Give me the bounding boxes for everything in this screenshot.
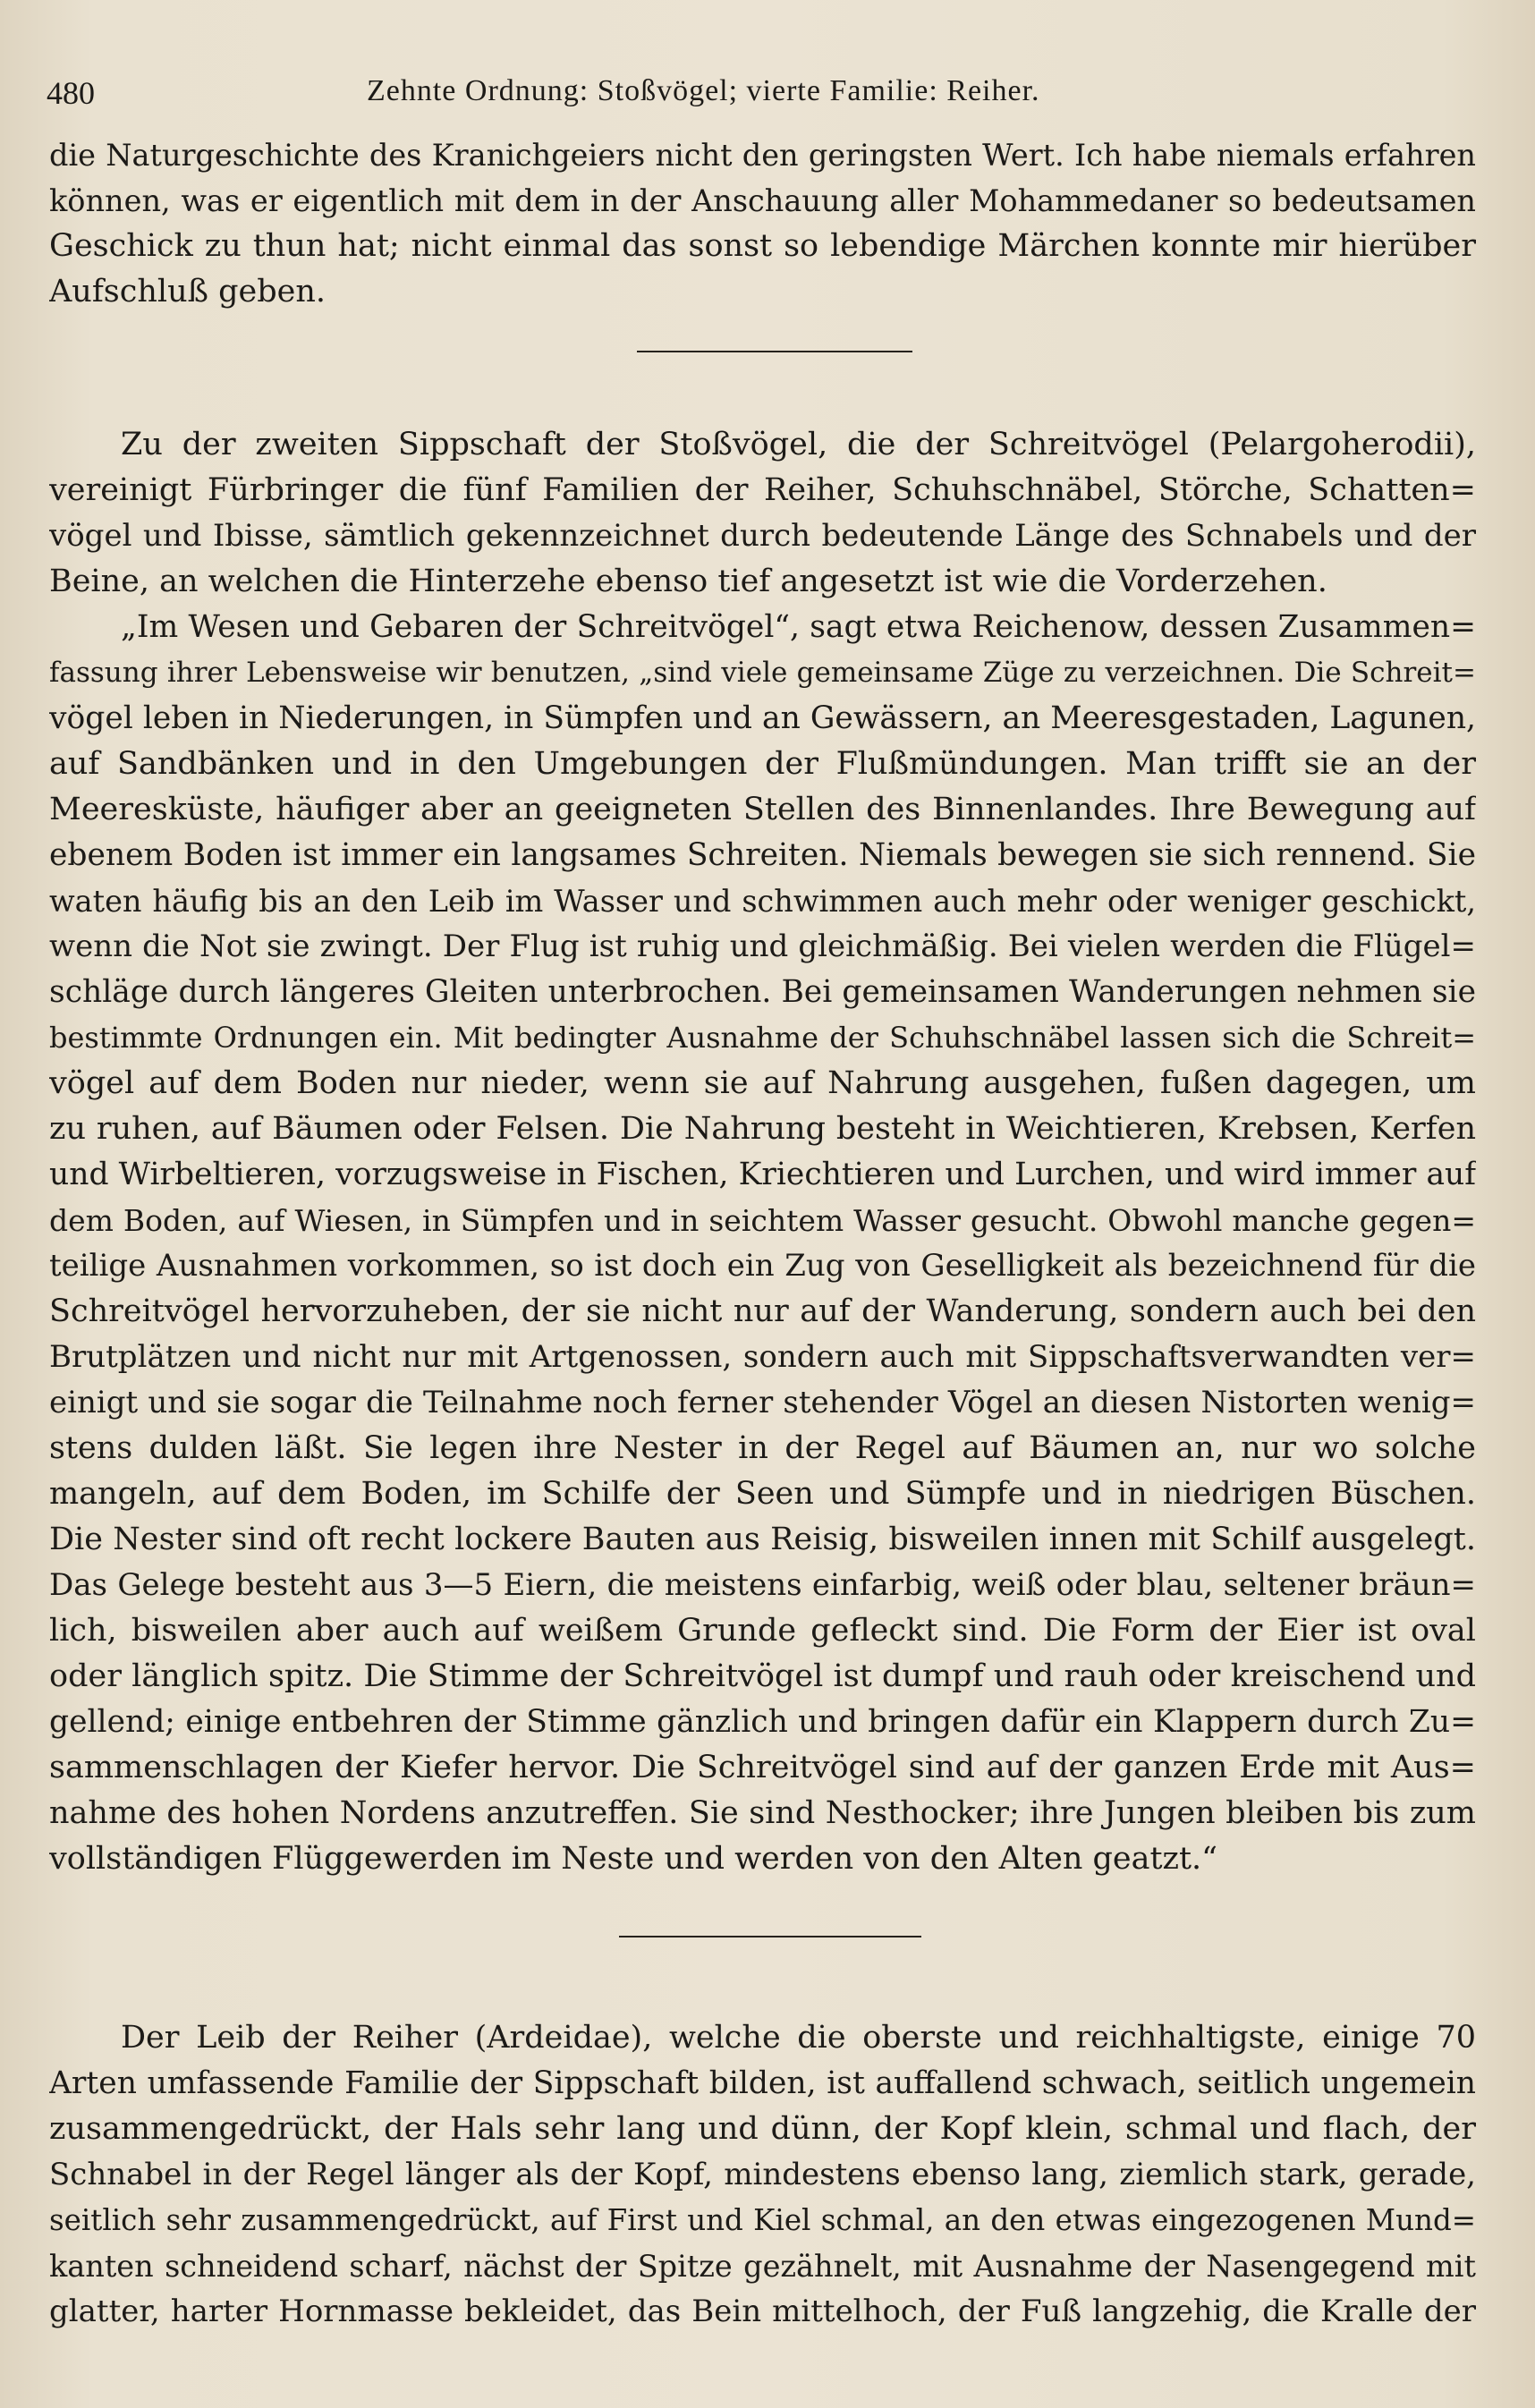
- text-line: dem Boden, auf Wiesen, in Sümpfen und in seichtem Wasser gesucht. Obwohl manche gegen=: [49, 1203, 1476, 1238]
- paragraph-kranichgeier-end: [49, 132, 1476, 315]
- text-line: sammenschlagen der Kiefer hervor. Die Schreitvögel sind auf der ganzen Erde mit Aus=: [49, 1750, 1476, 1785]
- text-line: vögel und Ibisse, sämtlich gekennzeichnet durch bedeutende Länge des Schnabels und der: [49, 518, 1476, 554]
- text-line: oder länglich spitz. Die Stimme der Schreitvögel ist dumpf und rauh oder kreischend und: [49, 1658, 1476, 1694]
- text-line: ebenem Boden ist immer ein langsames Schreiten. Niemals bewegen sie sich rennend. Sie: [49, 837, 1476, 873]
- paragraph-schreitvoegel-intro: [49, 422, 1476, 605]
- text-line: vögel auf dem Boden nur nieder, wenn sie auf Nahrung ausgehen, fußen dagegen, um: [49, 1065, 1476, 1101]
- text-line: und Wirbeltieren, vorzugsweise in Fischen, Kriechtieren und Lurchen, und wird immer auf: [49, 1157, 1476, 1192]
- section-divider: [637, 351, 912, 352]
- text-line: Beine, an welchen die Hinterzehe ebenso tief angesetzt ist wie die Vorderzehen.: [49, 564, 1327, 599]
- text-line: „Im Wesen und Gebaren der Schreitvögel“, sagt etwa Reichenow, dessen Zusammen=: [121, 609, 1476, 645]
- text-line: vereinigt Fürbringer die fünf Familien der Reiher, Schuhschnäbel, Störche, Schatten=: [49, 472, 1476, 508]
- text-line: Arten umfassende Familie der Sippschaft bilden, ist auffallend schwach, seitlich ungemein: [49, 2065, 1476, 2101]
- paragraph-reichenow-quote: [49, 605, 1476, 1882]
- text-line: fassung ihrer Lebensweise wir benutzen, „sind viele gemeinsame Züge zu verzeichnen. Die Schreit=: [49, 657, 1476, 689]
- text-line: zusammengedrückt, der Hals sehr lang und dünn, der Kopf klein, schmal und flach, der: [49, 2111, 1476, 2147]
- section-divider: [619, 1936, 921, 1937]
- text-line: schläge durch längeres Gleiten unterbrochen. Bei gemeinsamen Wanderungen nehmen sie: [49, 974, 1476, 1010]
- text-line: kanten schneidend scharf, nächst der Spitze gezähnelt, mit Ausnahme der Nasengegend mit: [49, 2249, 1476, 2284]
- text-line: Die Nester sind oft recht lockere Bauten aus Reisig, bisweilen innen mit Schilf ausgelegt.: [49, 1522, 1476, 1557]
- text-line: Aufschluß geben.: [49, 274, 327, 309]
- text-line: vollständigen Flüggewerden im Neste und werden von den Alten geatzt.“: [49, 1841, 1218, 1877]
- text-line: teilige Ausnahmen vorkommen, so ist doch ein Zug von Geselligkeit als bezeichnend für die: [49, 1248, 1476, 1284]
- text-line: wenn die Not sie zwingt. Der Flug ist ruhig und gleichmäßig. Bei vielen werden die Flügel=: [49, 928, 1476, 964]
- page-number: 480: [47, 75, 95, 111]
- text-line: Brutplätzen und nicht nur mit Artgenossen, sondern auch mit Sippschaftsverwandten ver=: [49, 1339, 1476, 1375]
- running-head: Zehnte Ordnung: Stoßvögel; vierte Familie: Reiher.: [367, 74, 1040, 107]
- text-line: Das Gelege besteht aus 3—5 Eiern, die meistens einfarbig, weiß oder blau, seltener bräun=: [49, 1567, 1476, 1603]
- text-line: Der Leib der Reiher (Ardeidae), welche die oberste und reichhaltigste, einige 70: [121, 2020, 1476, 2056]
- text-line: waten häufig bis an den Leib im Wasser und schwimmen auch mehr oder weniger geschickt,: [49, 884, 1476, 919]
- text-line: Schreitvögel hervorzuheben, der sie nicht nur auf der Wanderung, sondern auch bei den: [49, 1293, 1476, 1329]
- text-line: Zu der zweiten Sippschaft der Stoßvögel, die der Schreitvögel (Pelargoherodii),: [121, 427, 1476, 462]
- text-line: Geschick zu thun hat; nicht einmal das sonst so lebendige Märchen konnte mir hierüber: [49, 228, 1476, 264]
- text-line: auf Sandbänken und in den Umgebungen der Flußmündungen. Man trifft sie an der: [49, 746, 1476, 782]
- paragraph-reiher-description: [49, 2015, 1476, 2335]
- text-line: einigt und sie sogar die Teilnahme noch ferner stehender Vögel an diesen Nistorten wenig=: [49, 1385, 1476, 1420]
- text-line: bestimmte Ordnungen ein. Mit bedingter Ausnahme der Schuhschnäbel lassen sich die Schreit=: [49, 1021, 1476, 1055]
- text-line: Schnabel in der Regel länger als der Kopf, mindestens ebenso lang, ziemlich stark, gerade,: [49, 2157, 1476, 2192]
- text-line: lich, bisweilen aber auch auf weißem Grunde gefleckt sind. Die Form der Eier ist oval: [49, 1613, 1476, 1649]
- text-line: die Naturgeschichte des Kranichgeiers nicht den geringsten Wert. Ich habe niemals erfahren: [49, 138, 1476, 173]
- text-line: vögel leben in Niederungen, in Sümpfen und an Gewässern, an Meeresgestaden, Lagunen,: [49, 700, 1476, 736]
- page-header: [0, 64, 1535, 118]
- text-line: seitlich sehr zusammengedrückt, auf First und Kiel schmal, an den etwas eingezogenen Mund=: [49, 2203, 1476, 2237]
- text-line: stens dulden läßt. Sie legen ihre Nester in der Regel auf Bäumen an, nur wo solche: [49, 1430, 1476, 1466]
- text-line: können, was er eigentlich mit dem in der Anschauung aller Mohammedaner so bedeutsamen: [49, 183, 1476, 218]
- text-line: Meeresküste, häufiger aber an geeigneten Stellen des Binnenlandes. Ihre Bewegung auf: [49, 792, 1476, 827]
- text-line: glatter, harter Hornmasse bekleidet, das Bein mittelhoch, der Fuß langzehig, die Kralle der: [49, 2294, 1476, 2329]
- text-line: mangeln, auf dem Boden, im Schilfe der Seen und Sümpfe und in niedrigen Büschen.: [49, 1476, 1476, 1512]
- text-line: nahme des hohen Nordens anzutreffen. Sie sind Nesthocker; ihre Jungen bleiben bis zum: [49, 1795, 1476, 1831]
- text-line: gellend; einige entbehren der Stimme gänzlich und bringen dafür ein Klappern durch Zu=: [49, 1704, 1476, 1740]
- text-line: zu ruhen, auf Bäumen oder Felsen. Die Nahrung besteht in Weichtieren, Krebsen, Kerfen: [49, 1111, 1476, 1147]
